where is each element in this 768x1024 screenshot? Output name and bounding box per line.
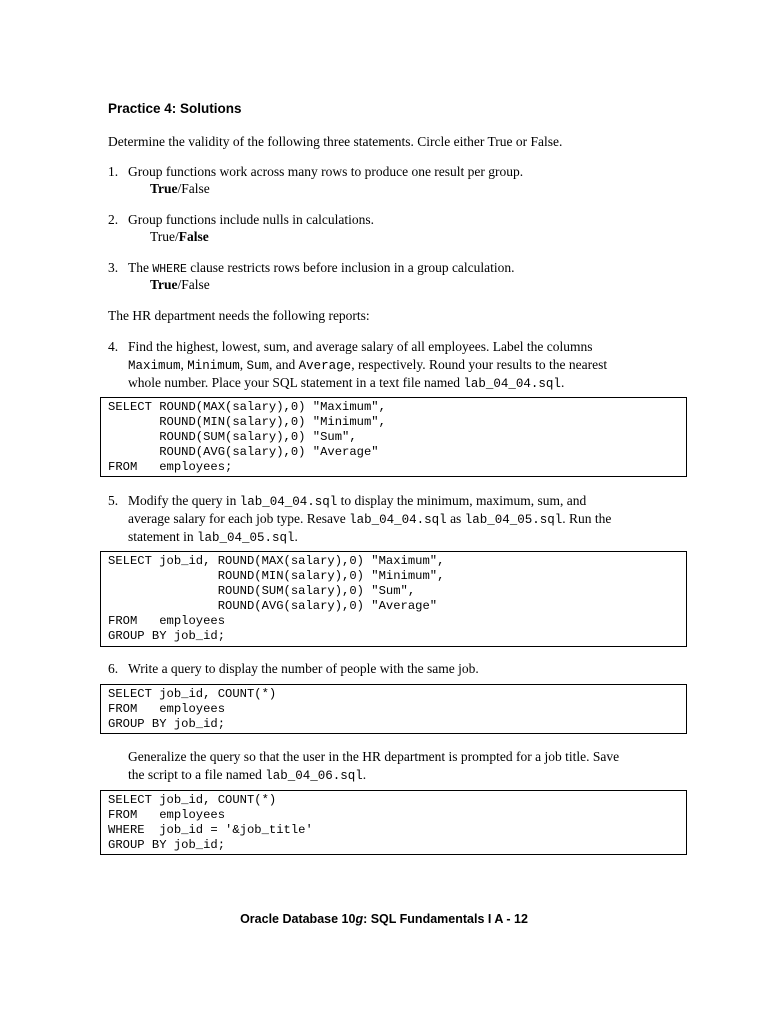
q4-comma2: , xyxy=(239,357,247,372)
q6-number: 6. xyxy=(108,661,119,676)
q5-l2-file2: lab_04_05.sql xyxy=(464,513,563,527)
q3-pre: The xyxy=(128,260,153,275)
q1-text: Group functions work across many rows to produce one result per group. xyxy=(128,164,524,179)
q5-l3-post: . xyxy=(294,529,298,544)
q2-sep: / xyxy=(175,229,179,244)
q4-col-max: Maximum xyxy=(128,359,181,373)
q6-code-box xyxy=(100,684,687,734)
q5-line3 xyxy=(128,528,298,547)
q5-l1-post: to display the minimum, maximum, sum, and xyxy=(337,493,587,508)
q1-true: True xyxy=(150,181,178,196)
q4-line1: Find the highest, lowest, sum, and average salary of all employees. Label the columns xyxy=(128,339,593,354)
q6-generalize-line2 xyxy=(128,766,366,785)
q5-l3-pre: statement in xyxy=(128,529,197,544)
q6-generalize-line1: Generalize the query so that the user in the HR department is prompted for a job title. Save xyxy=(128,749,620,764)
q4-period: . xyxy=(560,375,565,390)
q4-line2 xyxy=(128,356,607,375)
q4-number: 4. xyxy=(108,339,119,354)
q5-line2 xyxy=(128,510,611,529)
q6-gen-file: lab_04_06.sql xyxy=(265,769,363,783)
q3-keyword: WHERE xyxy=(152,263,187,276)
q6-text: Write a query to display the number of people with the same job. xyxy=(128,661,479,676)
q5-l1-pre: Modify the query in xyxy=(128,493,240,508)
q1-sep: / xyxy=(177,181,182,196)
q6-gen-post: . xyxy=(362,767,367,782)
q1-number: 1. xyxy=(108,164,119,179)
q5-number: 5. xyxy=(108,493,119,508)
q3-false: False xyxy=(181,277,210,292)
page-title: Practice 4: Solutions xyxy=(108,101,242,116)
q4-comma1: , xyxy=(180,357,188,372)
q4-line2-rest: , respectively. Round your results to the nearest xyxy=(351,357,608,372)
footer-pre: Oracle Database 10g xyxy=(240,912,364,926)
q1-false: False xyxy=(181,181,210,196)
footer-post: : SQL Fundamentals I A - 12 xyxy=(363,912,528,926)
q5-code-box xyxy=(100,551,687,647)
q2-number: 2. xyxy=(108,212,119,227)
q5-code: SELECT job_id, ROUND(MAX(salary),0) "Maximum", ROUND(MIN(salary),0) "Minimum", ROUND(SUM(salary),0) "Sum", ROUND(AVG(salary),0) "Average" FROM employees GROUP BY job_id; xyxy=(108,554,445,643)
q4-and: , and xyxy=(269,357,299,372)
q4-line3-pre: whole number. Place your SQL statement in a text file named xyxy=(128,375,464,390)
q4-col-avg: Average xyxy=(298,359,352,373)
q6-code: SELECT job_id, COUNT(*) FROM employees GROUP BY job_id; xyxy=(108,687,277,731)
q4-col-min: Minimum xyxy=(187,359,240,373)
q5-l2-mid: as xyxy=(446,511,465,526)
q2-true: True xyxy=(150,229,176,244)
q4-code: SELECT ROUND(MAX(salary),0) "Maximum", ROUND(MIN(salary),0) "Minimum", ROUND(SUM(salary),0) "Sum", ROUND(AVG(salary),0) "Average" FROM employees; xyxy=(108,400,386,474)
q3-true: True xyxy=(150,277,178,292)
q4-col-sum: Sum xyxy=(246,359,270,373)
q5-l2-post: . Run the xyxy=(562,511,612,526)
q5-l3-file: lab_04_05.sql xyxy=(196,531,295,545)
footer-g: g xyxy=(355,912,364,926)
q6-gen-pre: the script to a file named xyxy=(128,767,266,782)
q3-sep: / xyxy=(177,277,182,292)
q3-answer xyxy=(150,276,210,294)
q3-post: clause restricts rows before inclusion in a group calculation. xyxy=(186,260,515,275)
q2-text: Group functions include nulls in calculations. xyxy=(128,212,374,227)
hr-intro-text: The HR department needs the following reports: xyxy=(108,308,370,323)
q5-l1-file: lab_04_04.sql xyxy=(239,495,338,509)
page-footer xyxy=(0,912,768,926)
q4-code-box xyxy=(100,397,687,477)
intro-text: Determine the validity of the following three statements. Circle either True or False. xyxy=(108,134,563,149)
q3-number: 3. xyxy=(108,260,119,275)
q4-filename: lab_04_04.sql xyxy=(463,377,561,391)
q2-false: False xyxy=(178,229,209,244)
q4-line3 xyxy=(128,374,564,393)
q5-l2-file1: lab_04_04.sql xyxy=(349,513,447,527)
q5-l2-pre: average salary for each job type. Resave xyxy=(128,511,350,526)
q1-answer xyxy=(150,180,210,198)
q6-code-box-2 xyxy=(100,790,687,855)
q2-answer xyxy=(150,228,209,246)
q5-line1 xyxy=(128,492,586,511)
q6-code-2: SELECT job_id, COUNT(*) FROM employees WHERE job_id = '&job_title' GROUP BY job_id; xyxy=(108,793,313,852)
